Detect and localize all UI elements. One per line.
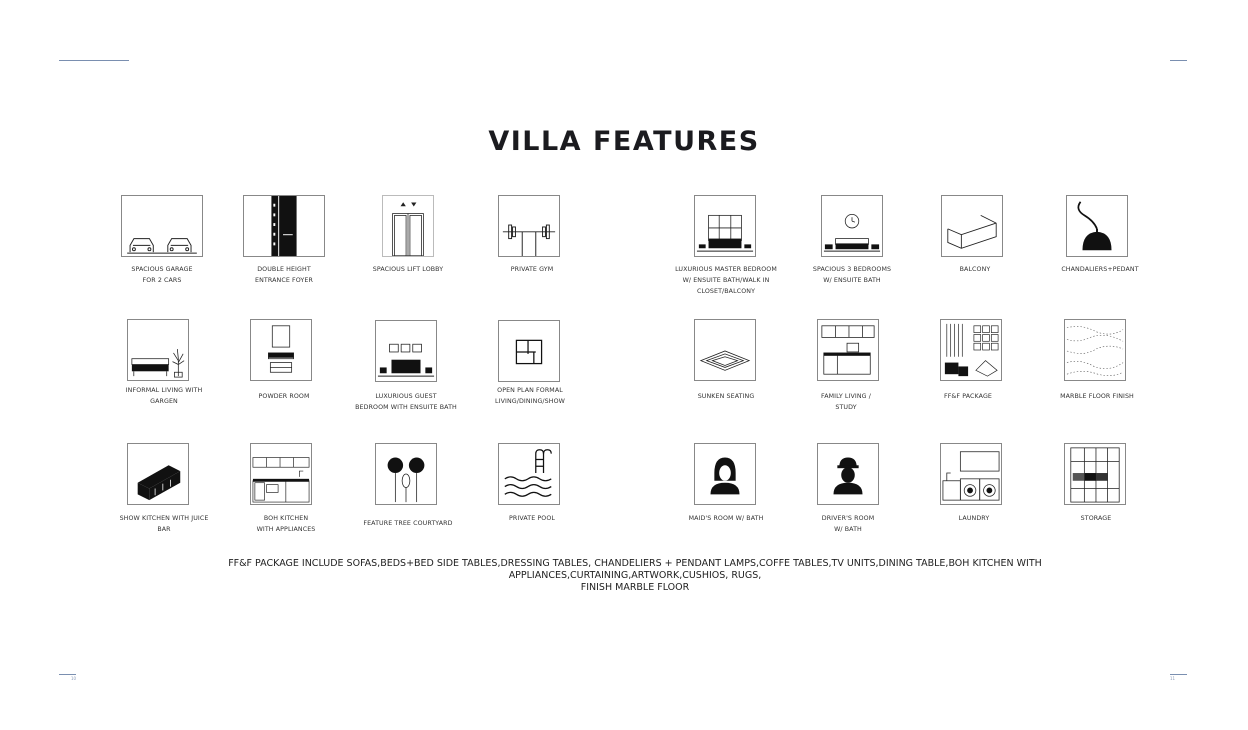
informal-living-icon — [127, 319, 189, 381]
guest-bedroom-icon — [375, 320, 437, 382]
feature-ffe-label: FF&F PACKAGE — [943, 393, 993, 400]
ffe-package-icon — [940, 319, 1002, 381]
feature-powder-label: POWDER ROOM — [258, 393, 310, 400]
balcony-icon — [941, 195, 1003, 257]
feature-family-label: FAMILY LIVING / STUDY — [821, 393, 871, 411]
corner-rule-top-right — [1170, 60, 1187, 61]
bedrooms-icon — [821, 195, 883, 257]
page-title: VILLA FEATURES — [488, 126, 760, 157]
lift-lobby-icon — [382, 195, 434, 257]
gym-icon — [498, 195, 560, 257]
sunken-seating-icon — [694, 319, 756, 381]
feature-storage-label: STORAGE — [1080, 515, 1112, 522]
feature-maid-label: MAID'S ROOM W/ BATH — [688, 515, 764, 522]
corner-rule-top-left — [59, 60, 129, 61]
family-study-icon — [817, 319, 879, 381]
feature-sunken-label: SUNKEN SEATING — [697, 393, 755, 400]
storage-icon — [1064, 443, 1126, 505]
chandelier-icon — [1066, 195, 1128, 257]
private-pool-icon — [498, 443, 560, 505]
tree-courtyard-icon — [375, 443, 437, 505]
page-number-right: 11 — [1170, 676, 1176, 681]
entrance-foyer-icon — [243, 195, 325, 257]
ffe-note-line-2: FINISH MARBLE FLOOR — [580, 582, 690, 593]
feature-garage-label: SPACIOUS GARAGE FOR 2 CARS — [131, 266, 193, 284]
feature-foyer-label: DOUBLE HEIGHT ENTRANCE FOYER — [255, 266, 313, 284]
feature-showkitchen-label: SHOW KITCHEN WITH JUICE BAR — [119, 515, 209, 533]
feature-bedrooms-label: SPACIOUS 3 BEDROOMS W/ ENSUITE BATH — [812, 266, 892, 284]
feature-marble-label: MARBLE FLOOR FINISH — [1060, 393, 1134, 400]
feature-master-label: LUXURIOUS MASTER BEDROOM W/ ENSUITE BATH/WALK IN CLOSET/BALCONY — [675, 266, 777, 295]
ffe-package-note — [120, 558, 1150, 594]
corner-rule-bottom-right — [1170, 674, 1187, 675]
feature-gym-label: PRIVATE GYM — [510, 266, 554, 273]
feature-chandeliers-label: CHANDALIERS+PEDANT — [1061, 266, 1139, 273]
show-kitchen-icon — [127, 443, 189, 505]
feature-courtyard-label: FEATURE TREE COURTYARD — [363, 520, 453, 527]
feature-balcony-label: BALCONY — [959, 266, 991, 273]
feature-boh-label: BOH KITCHEN WITH APPLIANCES — [256, 515, 316, 533]
page-number-left: 10 — [71, 676, 77, 681]
feature-lift-label: SPACIOUS LIFT LOBBY — [372, 266, 444, 273]
feature-laundry-label: LAUNDRY — [958, 515, 990, 522]
feature-openplan-label: OPEN PLAN FORMAL LIVING/DINING/SHOW — [495, 387, 565, 405]
boh-kitchen-icon — [250, 443, 312, 505]
powder-room-icon — [250, 319, 312, 381]
laundry-icon — [940, 443, 1002, 505]
maid-room-icon — [694, 443, 756, 505]
master-bedroom-icon — [694, 195, 756, 257]
driver-room-icon — [817, 443, 879, 505]
feature-guest-label: LUXURIOUS GUEST BEDROOM WITH ENSUITE BATH — [355, 393, 457, 411]
ffe-note-line-1: FF&F PACKAGE INCLUDE SOFAS,BEDS+BED SIDE TABLES,DRESSING TABLES, CHANDELIERS + PENDANT LAMPS,COFFE TABLES,TV UNITS,DINING TABLE,BOH KITCHEN WITH APPLIANCES,CURTAINING,ARTWORK,CUSHIOS, RUGS, — [228, 558, 1042, 581]
garage-icon — [121, 195, 203, 257]
feature-pool-label: PRIVATE POOL — [509, 515, 555, 522]
feature-informal-label: INFORMAL LIVING WITH GARGEN — [125, 387, 203, 405]
feature-driver-label: DRIVER'S ROOM W/ BATH — [821, 515, 875, 533]
marble-floor-icon — [1064, 319, 1126, 381]
corner-rule-bottom-left — [59, 674, 76, 675]
open-plan-icon — [498, 320, 560, 382]
